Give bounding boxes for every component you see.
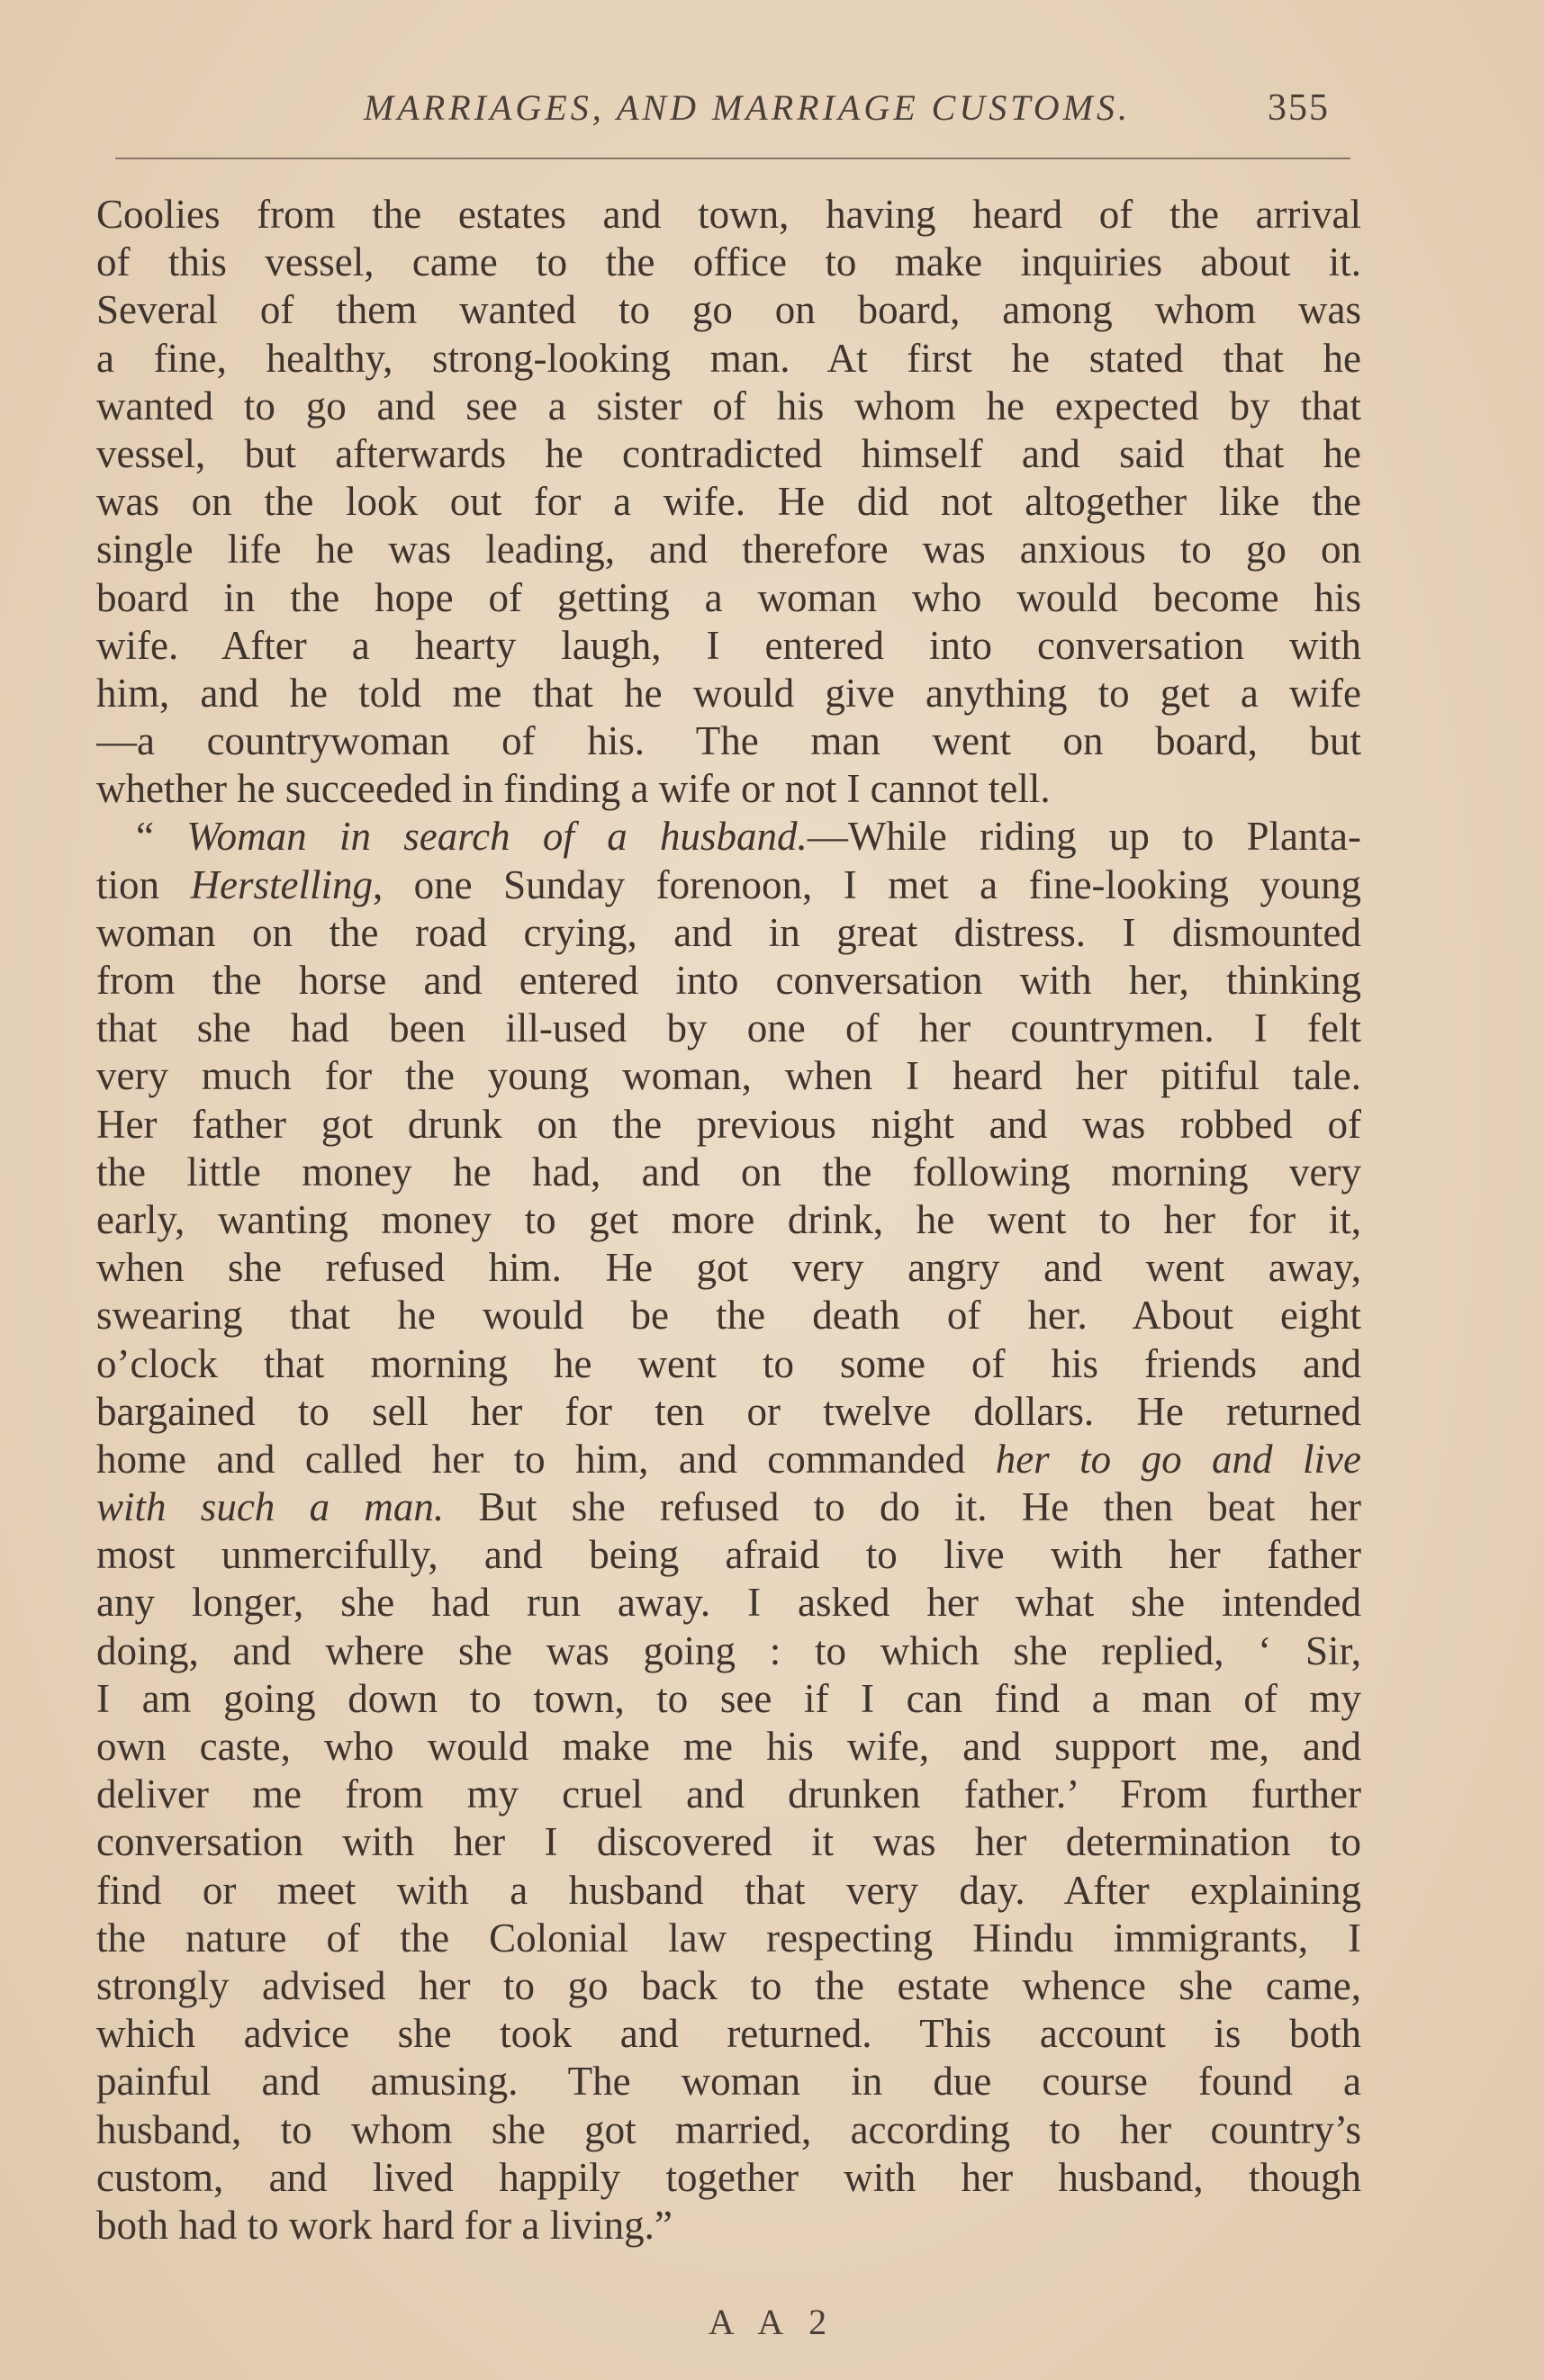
text-line: Coolies from the estates and town, having heard of the arrival xyxy=(96,192,1361,237)
text-span: —While riding up to Planta- xyxy=(807,814,1361,860)
page-number: 355 xyxy=(1268,87,1330,129)
text-line: vessel, but afterwards he contradicted himself and said that he xyxy=(96,430,1361,476)
text-line: painful and amusing. The woman in due course found a xyxy=(96,2059,1361,2105)
text-line: board in the hope of getting a woman who would become his xyxy=(96,574,1361,620)
open-quote: “ xyxy=(136,814,187,860)
text-line: Her father got drunk on the previous night and was robbed of xyxy=(96,1101,1361,1147)
text-line: find or meet with a husband that very day. After explaining xyxy=(96,1867,1361,1913)
text-line: both had to work hard for a living.” xyxy=(96,2202,673,2248)
text-line: which advice she took and returned. This account is both xyxy=(96,2011,1361,2057)
text-line: any longer, she had run away. I asked her what she intended xyxy=(96,1580,1361,1626)
text-line: from the horse and entered into conversation with her, thinking xyxy=(96,958,1361,1003)
text-line: husband, to whom she got married, according to her country’s xyxy=(96,2106,1361,2152)
text-line: of this vessel, came to the office to make inquiries about it. xyxy=(96,239,1361,285)
text-line: early, wanting money to get more drink, he went to her for it, xyxy=(96,1196,1361,1242)
italic-span: her to go and live xyxy=(995,1436,1361,1482)
text-line: custom, and lived happily together with her husband, though xyxy=(96,2154,1361,2200)
text-line: when she refused him. He got very angry and went away, xyxy=(96,1245,1361,1291)
text-line: whether he succeeded in finding a wife or not I cannot tell. xyxy=(96,766,1051,812)
signature-mark: A A 2 xyxy=(708,2302,836,2342)
text-span: , one Sunday forenoon, I met a fine-looking young xyxy=(372,861,1361,907)
italic-place-name: Herstelling xyxy=(190,861,373,907)
body-text xyxy=(96,191,1361,2249)
text-line: the nature of the Colonial law respecting Hindu immigrants, I xyxy=(96,1915,1361,1961)
text-span: But she refused to do it. He then beat her xyxy=(444,1484,1361,1530)
text-line: very much for the young woman, when I heard her pitiful tale. xyxy=(96,1053,1361,1099)
text-line: was on the look out for a wife. He did not altogether like the xyxy=(96,479,1361,525)
text-line: wife. After a hearty laugh, I entered into conversation with xyxy=(96,622,1361,668)
text-line: doing, and where she was going : to which she replied, ‘ Sir, xyxy=(96,1627,1361,1673)
text-line xyxy=(96,813,1361,861)
text-line: I am going down to town, to see if I can find a man of my xyxy=(96,1675,1361,1721)
text-line: conversation with her I discovered it was her determination to xyxy=(96,1819,1361,1865)
text-line: o’clock that morning he went to some of his friends and xyxy=(96,1340,1361,1386)
italic-span: with such a man. xyxy=(96,1484,445,1530)
text-line: most unmercifully, and being afraid to live with her father xyxy=(96,1532,1361,1578)
text-line: single life he was leading, and therefore was anxious to go on xyxy=(96,527,1361,572)
text-line: wanted to go and see a sister of his whom he expected by that xyxy=(96,383,1361,428)
text-line: deliver me from my cruel and drunken father.’ From further xyxy=(96,1771,1361,1817)
text-line: a fine, healthy, strong-looking man. At first he stated that he xyxy=(96,335,1361,381)
text-line xyxy=(96,1436,1361,1483)
italic-heading: Woman in search of a husband. xyxy=(186,814,808,860)
text-line: own caste, who would make me his wife, and support me, and xyxy=(96,1724,1361,1769)
text-line: bargained to sell her for ten or twelve dollars. He returned xyxy=(96,1388,1361,1434)
text-line: swearing that he would be the death of her. About eight xyxy=(96,1293,1361,1339)
text-line xyxy=(96,1483,1361,1531)
text-line: woman on the road crying, and in great distress. I dismounted xyxy=(96,909,1361,955)
text-line: the little money he had, and on the following morning very xyxy=(96,1149,1361,1195)
text-line: that she had been ill-used by one of her countrymen. I felt xyxy=(96,1005,1361,1051)
text-span: home and called her to him, and commanded xyxy=(96,1436,996,1482)
text-line: strongly advised her to go back to the estate whence she came, xyxy=(96,1962,1361,2008)
text-line: —a countrywoman of his. The man went on board, but xyxy=(96,718,1361,764)
running-head: MARRIAGES, AND MARRIAGE CUSTOMS. xyxy=(364,87,1131,128)
text-line: Several of them wanted to go on board, among whom was xyxy=(96,287,1361,333)
header-rule xyxy=(115,158,1350,159)
text-line: him, and he told me that he would give anything to get a wife xyxy=(96,670,1361,716)
text-line xyxy=(96,861,1361,909)
text-span: tion xyxy=(96,861,191,907)
